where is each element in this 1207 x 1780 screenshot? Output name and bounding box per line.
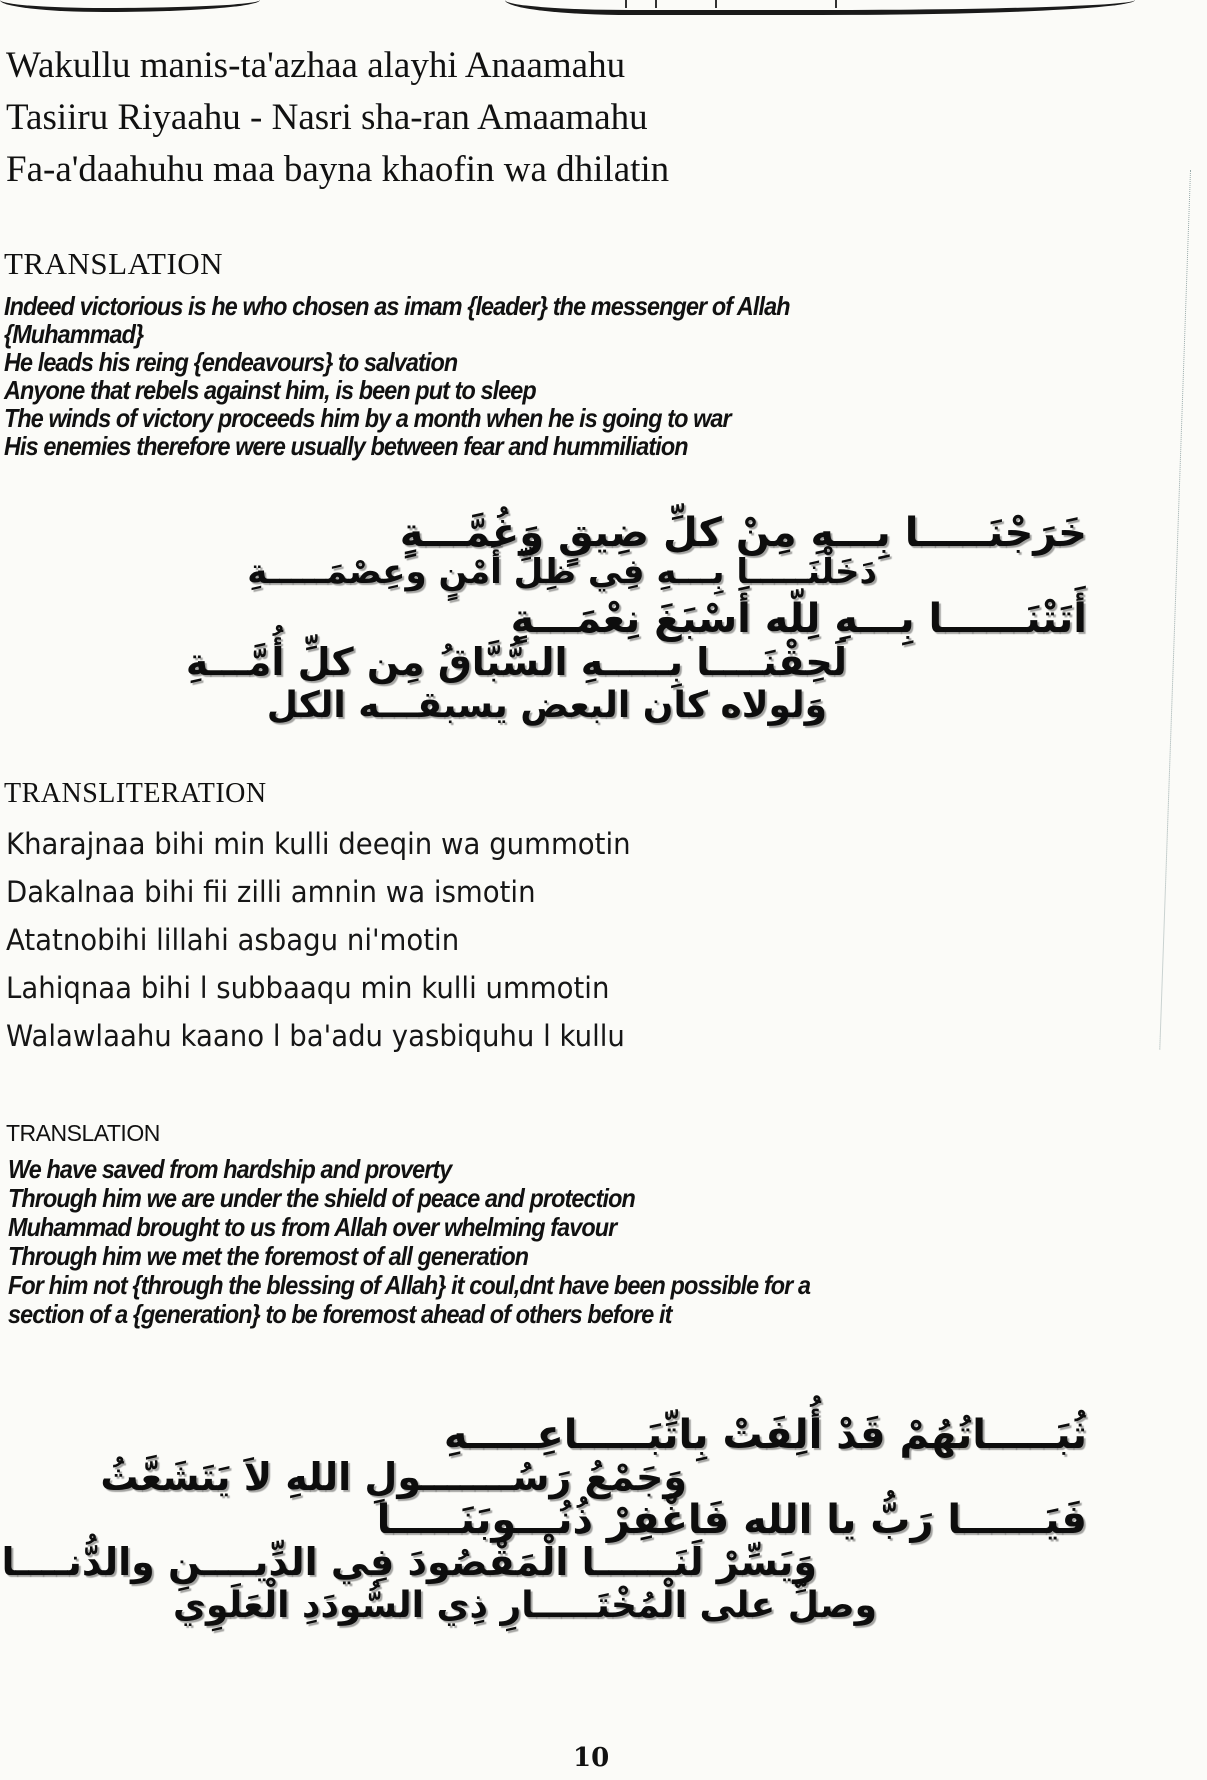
arabic-verse-line: دَخَلْنَـــــا بِـــهِ فِي ظِلِّ أَمْنٍ وعِصْمَـــــةِ xyxy=(247,552,877,592)
translation-line: section of a {generation} to be foremost ahead of others before it xyxy=(8,1299,672,1329)
transliteration-line: Walawlaahu kaano l ba'adu yasbiquhu l kullu xyxy=(6,1019,625,1053)
page-number: 10 xyxy=(573,1743,610,1773)
transliteration-line: Lahiqnaa bihi l subbaaqu min kulli ummotin xyxy=(6,971,610,1005)
transliteration-line: Dakalnaa bihi fii zilli amnin wa ismotin xyxy=(6,875,536,909)
arabic-verse-line: فَيَــــــا رَبُّ يا الله فَاغْفِرْ ذُنُـــوبَنَـــــا xyxy=(376,1497,1087,1543)
translation-line: Through him we are under the shield of peace and protection xyxy=(8,1183,635,1213)
translation-line: Indeed victorious is he who chosen as imam {leader} the messenger of Allah xyxy=(4,291,790,321)
arabic-verse-line: وَلولاه كان البعض يسبقـــه الكل xyxy=(266,685,827,726)
transliteration-block xyxy=(6,820,631,1060)
arabic-verse-line: ثُبَـــــاتُهُمْ قَدْ أُلِفَتْ بِاتِّبَـــــاعِـــــهِ xyxy=(443,1412,1087,1458)
translation-line: We have saved from hardship and proverty xyxy=(8,1154,452,1184)
transliteration-line: Kharajnaa bihi min kulli deeqin wa gummotin xyxy=(6,827,631,861)
intro-verses xyxy=(6,40,669,196)
ornament-detail xyxy=(625,0,627,8)
ornament-detail xyxy=(715,0,717,8)
arabic-verse-line: وَيَسِّرْ لَنَــــــا الْمَقْصُودَ فِي الدِّيــــنِ والدُّنــــا xyxy=(1,1540,817,1584)
intro-verse-line: Wakullu manis-ta'azhaa alayhi Anaamahu xyxy=(6,45,626,86)
arabic-verse-line: خَرَجْنَـــــا بِـــهِ مِنْ كلِّ ضِيقٍ وَغُمَّـــةٍ xyxy=(399,510,1087,556)
translation-line: For him not {through the blessing of Allah} it coul,dnt have been possible for a xyxy=(8,1270,811,1300)
intro-verse-line: Fa-a'daahuhu maa bayna khaofin wa dhilatin xyxy=(6,149,670,190)
translation-heading-1: TRANSLATION xyxy=(4,246,224,281)
translation-line: {Muhammad} xyxy=(4,319,144,349)
translation-line: He leads his reing {endeavours} to salvation xyxy=(4,347,458,377)
translation-block-1 xyxy=(4,292,790,460)
transliteration-heading: TRANSLITERATION xyxy=(4,778,267,809)
top-ornament-left xyxy=(0,0,260,12)
translation-line: Anyone that rebels against him, is been put to sleep xyxy=(4,375,536,405)
ornament-detail xyxy=(655,0,657,8)
arabic-verse-line: وصلِّ على الْمُخْتَـــــارِ ذِي السُّودَدِ الْعَلَوِي xyxy=(173,1585,877,1626)
transliteration-line: Atatnobihi lillahi asbagu ni'motin xyxy=(6,923,460,957)
translation-heading-2: TRANSLATION xyxy=(6,1120,160,1146)
translation-line: Through him we met the foremost of all generation xyxy=(8,1241,529,1271)
arabic-verse-line: لَحِقْنَــــا بِـــــهِ السُّبَّاقُ مِن كلِّ أُمَّـــةِ xyxy=(185,640,847,684)
translation-block-2 xyxy=(8,1155,810,1329)
translation-line: His enemies therefore were usually between fear and hummiliation xyxy=(4,431,688,461)
arabic-verse-line: أَتَتْنَــــــا بِـــهِ لِلّه أَسْبَغَ نِعْمَـــةٍ xyxy=(510,596,1087,642)
translation-line: The winds of victory proceeds him by a month when he is going to war xyxy=(4,403,731,433)
ornament-detail xyxy=(835,0,837,8)
top-ornament-right xyxy=(505,0,1135,15)
intro-verse-line: Tasiiru Riyaahu - Nasri sha-ran Amaamahu xyxy=(6,97,648,138)
arabic-verse-line: وَجَمْعُ رَسُـــــــولِ اللهِ لاَ يَتَشَعَّثُ xyxy=(100,1455,687,1499)
page-edge-shadow xyxy=(1159,170,1192,1050)
translation-line: Muhammad brought to us from Allah over whelming favour xyxy=(8,1212,617,1242)
